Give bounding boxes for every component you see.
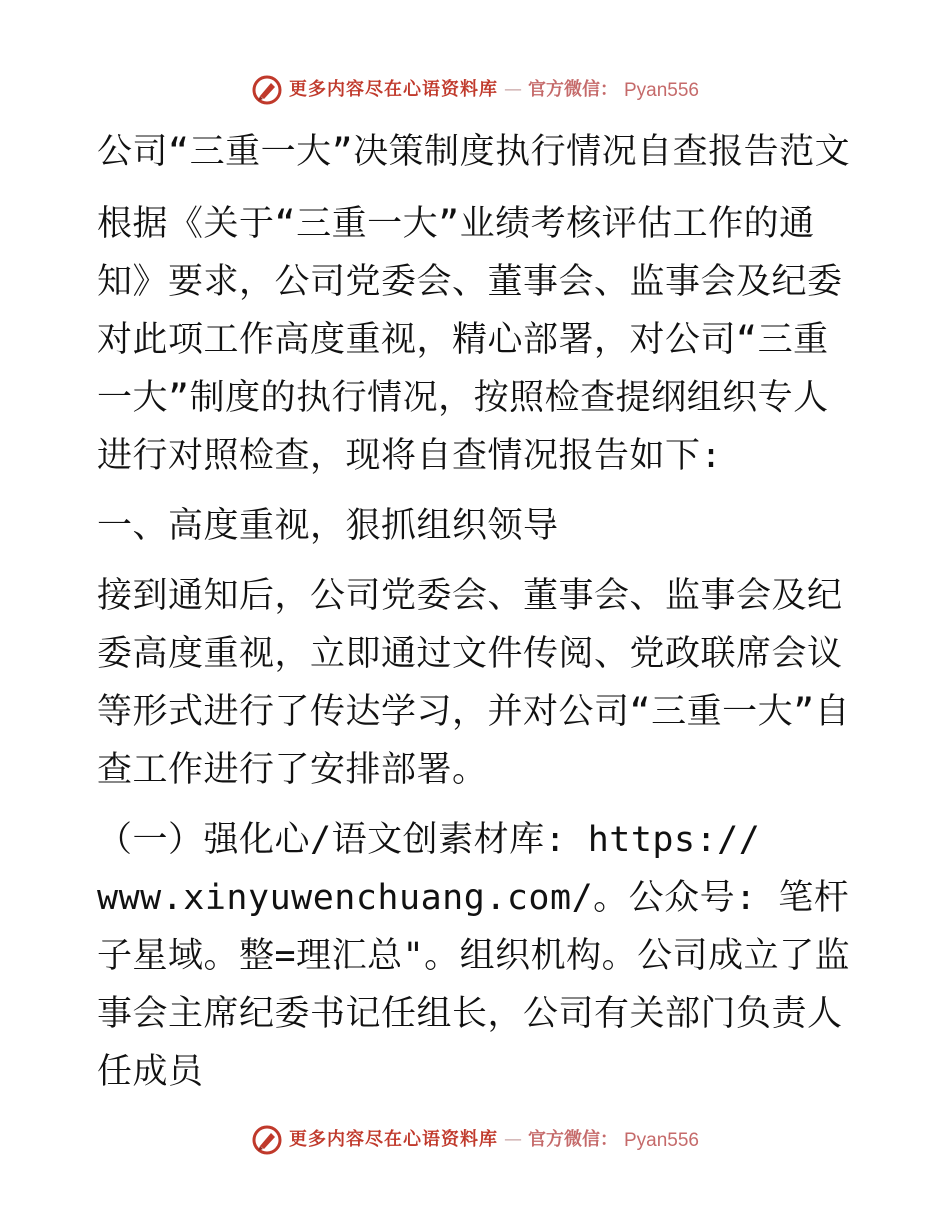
- intro-paragraph: 根据《关于“三重一大”业绩考核评估工作的通知》要求，公司党委会、董事会、监事会及纪委对此项工作高度重视，精心部署，对公司“三重一大”制度的执行情况，按照检查提纲组织专人进行对照检查，现将自查情况报告如下:: [97, 204, 843, 476]
- pen-logo-icon: [251, 74, 283, 106]
- watermark-separator: —: [503, 1129, 522, 1150]
- document-title: 公司“三重一大”决策制度执行情况自查报告范文: [97, 132, 851, 172]
- watermark-separator: —: [503, 79, 522, 100]
- section-heading: 一、高度重视，狠抓组织领导: [97, 506, 559, 546]
- header-watermark: [0, 70, 950, 110]
- watermark-wechat-label: 官方微信：: [527, 1129, 618, 1150]
- section-paragraph: 接到通知后，公司党委会、董事会、监事会及纪委高度重视，立即通过文件传阅、党政联席会议等形式进行了传达学习，并对公司“三重一大”自查工作进行了安排部署。: [97, 576, 851, 790]
- watermark-text: 更多内容尽在心语资料库: [288, 1129, 498, 1150]
- watermark-wechat-label: 官方微信：: [527, 79, 618, 100]
- pen-logo-icon: [251, 1124, 283, 1156]
- footer-watermark: [0, 1120, 950, 1160]
- item-line: （一）强化心/语文创素材库: https://: [97, 820, 761, 860]
- document-body: [97, 123, 857, 1101]
- watermark-wechat-id: Pyan556: [623, 79, 699, 101]
- watermark-wechat-id: Pyan556: [623, 1129, 699, 1151]
- watermark-text: 更多内容尽在心语资料库: [288, 79, 498, 100]
- item-paragraph: www.xinyuwenchuang.com/。公众号: 笔杆子星域。整=理汇总"。组织机构。公司成立了监事会主席纪委书记任组长，公司有关部门负责人任成员: [97, 878, 851, 1092]
